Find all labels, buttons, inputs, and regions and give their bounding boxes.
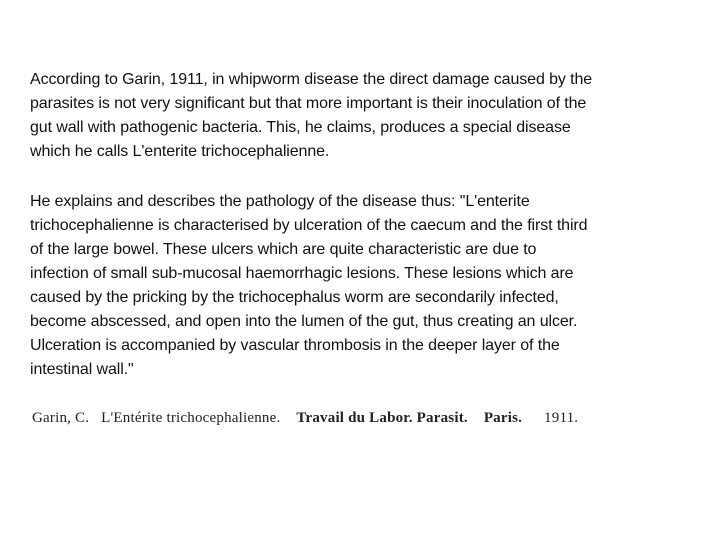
paragraph-line: He explains and describes the pathology of the disease thus: "L'enterite — [30, 193, 530, 210]
paragraph-line: Ulceration is accompanied by vascular thrombosis in the deeper layer of the — [30, 337, 560, 354]
paragraph-pathology-description — [30, 190, 700, 382]
citation-journal: Travail du Labor. Parasit. — [296, 410, 468, 426]
citation-place: Paris. — [483, 410, 523, 426]
citation-year: 1911. — [544, 410, 579, 426]
paragraph-line: gut wall with pathogenic bacteria. This, he claims, produces a special disease — [30, 119, 571, 136]
paragraph-garin-summary — [30, 68, 700, 164]
paragraph-line: caused by the pricking by the trichocephalus worm are secondarily infected, — [30, 289, 559, 306]
paragraph-line: trichocephalienne is characterised by ulceration of the caecum and the first third — [30, 217, 588, 234]
paragraph-line: infection of small sub-mucosal haemorrhagic lesions. These lesions which are — [30, 265, 574, 282]
citation-title: L'Entérite trichocephalienne. — [101, 410, 281, 426]
paragraph-line: of the large bowel. These ulcers which are quite characteristic are due to — [30, 241, 537, 258]
paragraph-line: intestinal wall." — [30, 361, 134, 378]
paragraph-line: According to Garin, 1911, in whipworm disease the direct damage caused by the — [30, 71, 593, 88]
citation-author: Garin, C. — [32, 410, 90, 426]
citation-reference — [32, 410, 692, 427]
paragraph-line: parasites is not very significant but that more important is their inoculation of the — [30, 95, 587, 112]
paragraph-line: become abscessed, and open into the lumen of the gut, thus creating an ulcer. — [30, 313, 578, 330]
paragraph-line: which he calls L'enterite trichocephalienne. — [30, 143, 330, 160]
